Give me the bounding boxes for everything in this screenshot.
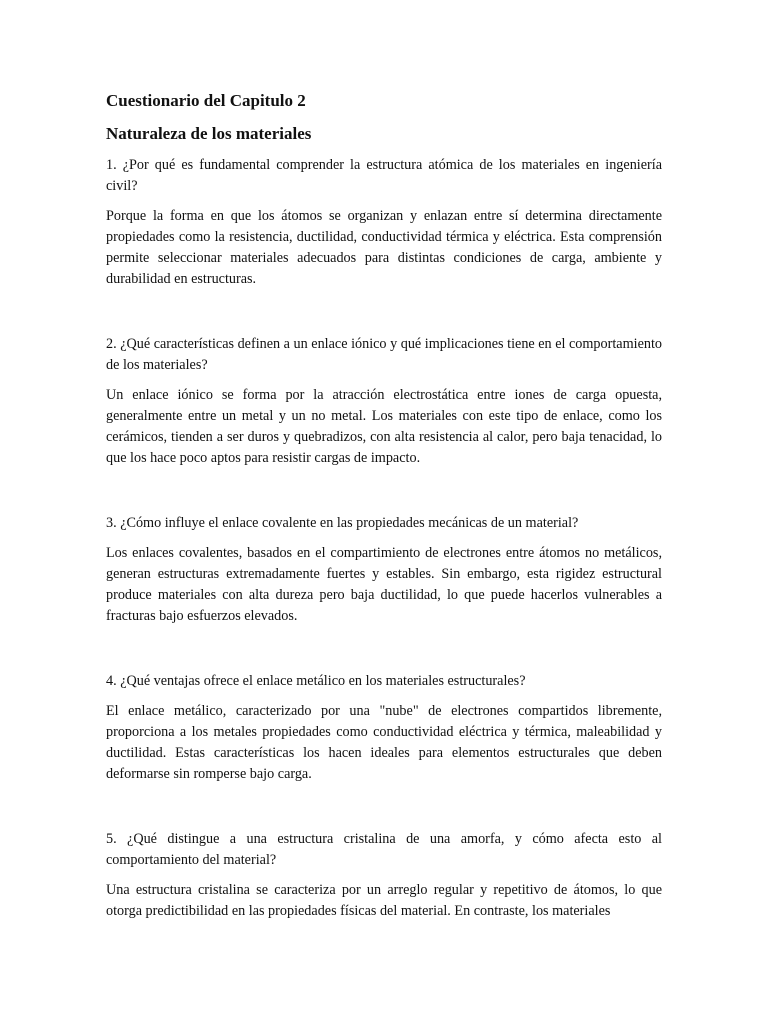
answer-1: Porque la forma en que los átomos se organizan y enlazan entre sí determina directamente propiedades como la resistencia, ductilidad, conductividad térmica y eléctrica. Esta comprensión permite seleccionar materiales adecuados para distintas condiciones de carga, ambiente y durabilidad en estructuras. <box>106 208 662 287</box>
section-subtitle: Naturaleza de los materiales <box>106 124 312 143</box>
answer-4: El enlace metálico, caracterizado por una "nube" de electrones compartidos libremente, proporciona a los metales propiedades como conductividad eléctrica y térmica, maleabilidad y ductilidad. Estas características los hacen ideales para elementos estructurales que deben deformarse sin romperse bajo carga. <box>106 703 662 782</box>
question-1: 1. ¿Por qué es fundamental comprender la estructura atómica de los materiales en ingeniería civil? <box>106 157 662 194</box>
answer-3: Los enlaces covalentes, basados en el compartimiento de electrones entre átomos no metálicos, generan estructuras extremadamente fuertes y estables. Sin embargo, esta rigidez estructural produce materiales con alta dureza pero baja ductilidad, lo que puede hacerlos vulnerables a fracturas bajo esfuerzos elevados. <box>106 545 662 624</box>
document-page <box>106 90 662 922</box>
qa-item-2 <box>106 334 662 469</box>
question-2: 2. ¿Qué características definen a un enlace iónico y qué implicaciones tiene en el comportamiento de los materiales? <box>106 336 662 373</box>
answer-2: Un enlace iónico se forma por la atracción electrostática entre iones de carga opuesta, generalmente entre un metal y un no metal. Los materiales con este tipo de enlace, como los cerámicos, tienden a ser duros y quebradizos, con alta resistencia al calor, pero baja tenacidad, lo que los hace poco aptos para resistir cargas de impacto. <box>106 387 662 466</box>
page-title: Cuestionario del Capitulo 2 <box>106 91 306 110</box>
qa-item-3 <box>106 513 662 627</box>
qa-item-4 <box>106 671 662 785</box>
qa-item-5 <box>106 829 662 922</box>
question-4: 4. ¿Qué ventajas ofrece el enlace metálico en los materiales estructurales? <box>106 673 526 689</box>
question-5: 5. ¿Qué distingue a una estructura cristalina de una amorfa, y cómo afecta esto al comportamiento del material? <box>106 831 662 868</box>
question-3: 3. ¿Cómo influye el enlace covalente en las propiedades mecánicas de un material? <box>106 515 579 531</box>
qa-item-1 <box>106 155 662 290</box>
answer-5: Una estructura cristalina se caracteriza por un arreglo regular y repetitivo de átomos, lo que otorga predictibilidad en las propiedades físicas del material. En contraste, los materiales <box>106 882 662 919</box>
